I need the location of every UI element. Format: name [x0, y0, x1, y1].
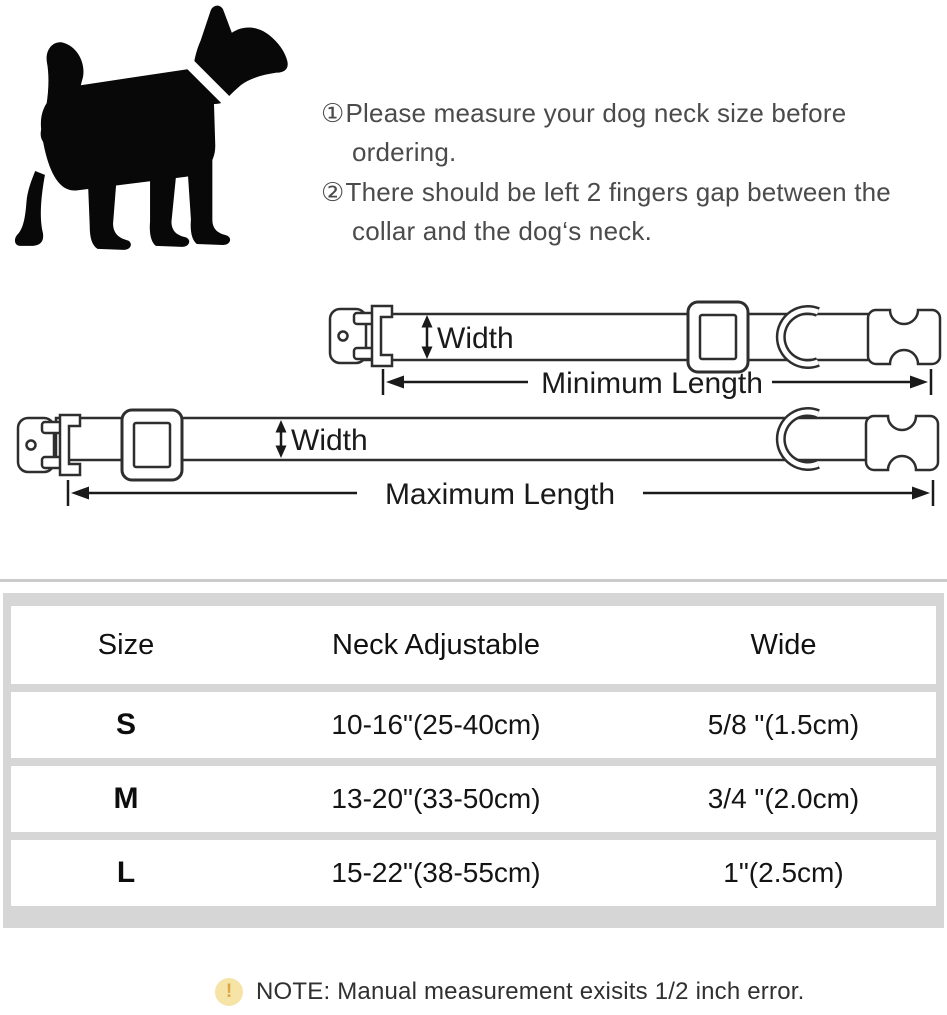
dog-silhouette — [6, 0, 298, 268]
width-label-bottom: Width — [291, 424, 368, 457]
table-header-row — [11, 606, 936, 684]
instruction-text-2: There should be left 2 fingers gap between the collar and the dog‘s neck. — [345, 177, 891, 246]
note — [215, 978, 804, 1006]
table-row — [11, 840, 936, 906]
wide-m: 3/4 "(2.0cm) — [707, 783, 860, 814]
instruction-text-1: Please measure your dog neck size before ordering. — [345, 98, 847, 167]
circled-1-icon: ① — [321, 98, 345, 128]
minimum-length-label: Minimum Length — [541, 367, 763, 400]
instructions — [321, 94, 943, 252]
header-size: Size — [97, 628, 155, 661]
neck-m: 13-20"(33-50cm) — [331, 783, 541, 814]
instruction-item-1 — [321, 94, 943, 172]
collar-measure-diagram — [0, 290, 947, 530]
slider-icon — [688, 302, 748, 372]
collar-minimum — [330, 302, 940, 400]
wide-l: 1"(2.5cm) — [723, 857, 844, 888]
size-l: L — [116, 856, 136, 889]
divider — [0, 579, 947, 582]
neck-l: 15-22"(38-55cm) — [331, 857, 541, 888]
exclamation-icon: ! — [215, 978, 243, 1006]
wide-s: 5/8 "(1.5cm) — [707, 709, 860, 740]
maximum-length-label: Maximum Length — [384, 478, 616, 511]
circled-2-icon: ② — [321, 177, 345, 207]
table-row — [11, 766, 936, 832]
size-s: S — [115, 708, 136, 741]
header-neck-adjustable: Neck Adjustable — [332, 628, 540, 661]
slider-icon — [122, 410, 182, 480]
header-wide: Wide — [750, 628, 817, 661]
dog-silhouette-icon — [6, 0, 298, 268]
instruction-item-2 — [321, 173, 943, 251]
size-m: M — [113, 782, 139, 815]
note-text: NOTE: Manual measurement exisits 1/2 inch error. — [256, 978, 805, 1005]
table-row — [11, 692, 936, 758]
buckle-male-icon — [866, 416, 938, 470]
width-label-top: Width — [437, 322, 514, 355]
collar-maximum — [18, 410, 938, 511]
neck-s: 10-16"(25-40cm) — [331, 709, 541, 740]
buckle-male-icon — [868, 310, 940, 364]
size-table — [3, 593, 944, 928]
